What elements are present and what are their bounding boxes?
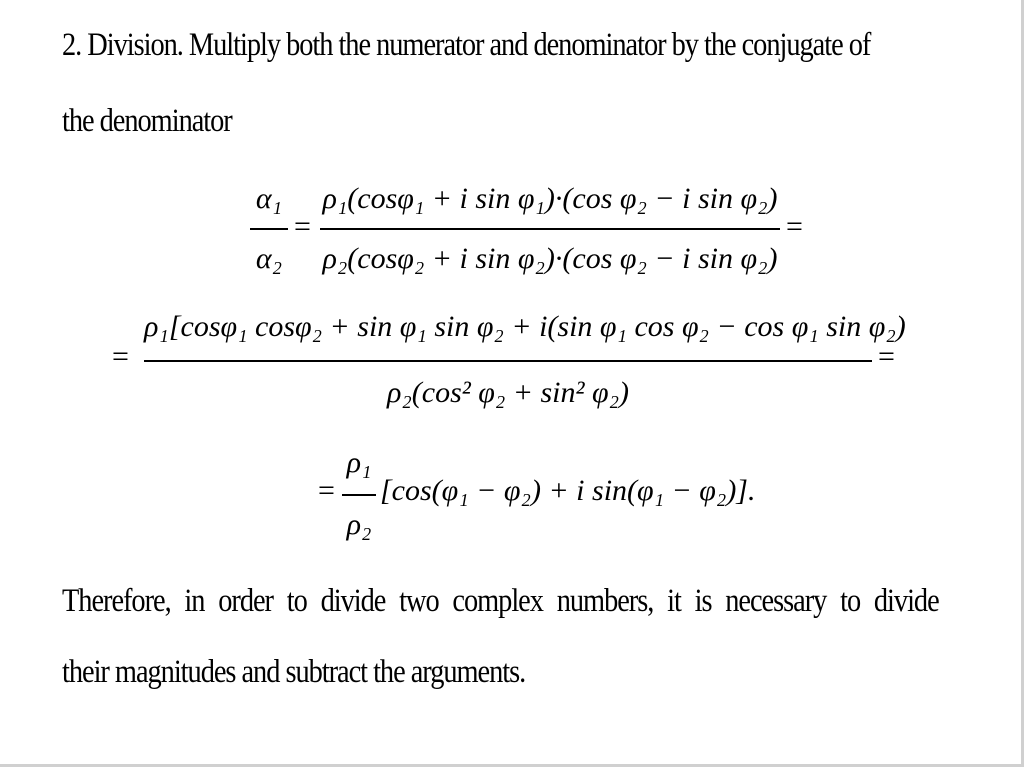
equation-1 — [250, 182, 810, 292]
conclusion-line-1: Therefore, in order to divide two complex numbers, it is necessary to divide — [62, 583, 939, 619]
eq2-denominator: ρ₂(cos² φ₂ + sin² φ₂) — [386, 376, 630, 409]
rhs-fraction-bar — [320, 228, 780, 230]
equation-2 — [112, 308, 906, 428]
eq2-numerator: ρ₁[cosφ₁ cosφ₂ + sin φ₁ sin φ₂ + i(sin φ₁ cos φ₂ − cos φ₁ sin φ₂) — [144, 310, 906, 343]
eq3-fraction — [342, 442, 376, 552]
lhs-fraction — [250, 182, 288, 292]
rhs-denominator: ρ₂(cosφ₂ + i sin φ₂)·(cos φ₂ − i sin φ₂) — [322, 242, 778, 275]
lhs-denominator: α₂ — [255, 242, 283, 275]
equals-sign-5: = — [318, 474, 335, 507]
rhs-fraction — [320, 182, 780, 292]
equals-sign-4: = — [878, 340, 895, 373]
equals-sign-2: = — [786, 210, 803, 243]
lhs-fraction-bar — [250, 228, 288, 230]
conclusion-line-2: their magnitudes and subtract the arguments. — [62, 654, 526, 690]
eq2-fraction — [144, 308, 906, 428]
rhs-numerator: ρ₁(cosφ₁ + i sin φ₁)·(cos φ₂ − i sin φ₂) — [322, 182, 778, 215]
equation-3 — [318, 442, 758, 552]
heading-line-1: 2. Division. Multiply both the numerator and denominator by the conjugate of — [62, 27, 871, 63]
equals-sign-1: = — [294, 210, 311, 243]
eq3-numerator: ρ₁ — [346, 446, 372, 479]
heading-line-2: the denominator — [62, 103, 232, 139]
eq3-fraction-bar — [342, 494, 376, 496]
eq3-denominator: ρ₂ — [346, 508, 372, 541]
equals-sign-3: = — [112, 340, 129, 373]
lhs-numerator: α₁ — [255, 182, 283, 215]
eq3-bracket-expression: [cos(φ₁ − φ₂) + i sin(φ₁ − φ₂)]. — [380, 474, 756, 507]
eq2-fraction-bar — [144, 360, 872, 362]
